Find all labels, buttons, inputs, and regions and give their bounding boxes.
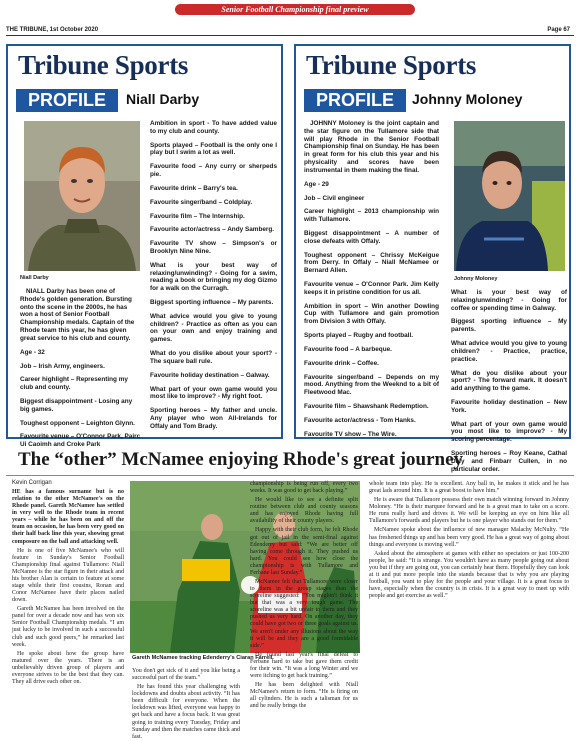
profile-intro: NIALL Darby has been one of Rhode's golden generation. Bursting onto the scene in the 2000s, he has won a host of Senior Football Championship medals. Captain of the Rhode team this year, he has given great service to his club and county.	[20, 288, 135, 342]
profile-item: Career highlight – 2013 championship win with Tullamore.	[304, 208, 439, 224]
profile-item: Favourite singer/band – Coldplay.	[150, 198, 253, 206]
header-rule	[6, 35, 574, 36]
profile-item: Biggest sporting influence – My parents.	[451, 318, 567, 334]
profile-item: What do you dislike about your sport? - The forward mark. It doesn't add anything to the game.	[451, 369, 567, 393]
profile-item: What part of your own game would you most like to improve? - My scoring percentage.	[451, 420, 567, 444]
profile-label: PROFILE	[304, 89, 406, 112]
article-paragraph: McNamee felt that Tullamore were closer to them in the group stages than the scoreline suggested: “You mightn't think it but that was a very tough game. The scoreline was a bit unfair to them and they pushed us very hard. On another day, they could have got two or three goals against us. We aren't under any illusions about the way it will be and they are a good formidable side.”	[250, 579, 358, 649]
profile-item: What is your best way of relaxing/unwinding? - Going for coffee or spending time in Galway.	[451, 289, 567, 312]
profile-title: Tribune Sports	[306, 50, 477, 80]
profile-item: Toughest opponent – Chrissy McKeigue from Derry. In Offaly – Niall McNamee or Bernard Allen.	[304, 251, 439, 275]
section-banner: Senior Football Championship final preview	[175, 4, 415, 15]
profile-item: What advice would you give to young children? - Practice, practice, practice.	[451, 340, 567, 363]
profile-item: Career highlight – Representing my club and county.	[20, 376, 128, 392]
article-paragraph: He spoke about how the group have matured over the years. There is an unbelievably driven group of players and everyone strives to be the best that they can. They all drive each other on.	[12, 650, 124, 686]
profile-item: Favourite singer/band – Depends on my mood. Anything from the Weeknd to a bit of Fleetwood Mac.	[304, 373, 439, 397]
profile-item: Favourite film – The Internship.	[150, 212, 245, 220]
profile-item: Age - 29	[304, 180, 329, 188]
photo-caption: Gareth McNamee tracking Edenderry's Ciaran Farrell.	[132, 655, 274, 661]
profile-item: Favourite holiday destination – New York.	[451, 398, 567, 414]
profile-item: Favourite food – A barbeque.	[304, 345, 392, 353]
article-paragraph: McNamee spoke about the influence of new manager Malachy McNulty. “He has freshened things up and has been very good. He has a great way of going about things and everyone is moving well.”	[369, 527, 569, 548]
profile-label: PROFILE	[16, 89, 118, 112]
article-column-2	[132, 668, 240, 740]
niall-darby-photo	[24, 121, 140, 271]
profile-column-1	[20, 288, 141, 455]
johnny-moloney-photo	[454, 121, 565, 271]
profile-intro: JOHNNY Moloney is the joint captain and the star figure on the Tullamore side that will play Rhode in the Senior Football Championship final on Sunday. He has been in great form for his club this year and his physicality and scores have been instrumental in them making the final.	[304, 120, 439, 174]
photo-caption: Johnny Moloney	[454, 276, 498, 282]
profile-column-2	[150, 120, 277, 437]
profile-item: Favourite TV show – The Wire.	[304, 430, 397, 438]
profile-item: Favourite actor/actress – Andy Samberg.	[150, 226, 275, 234]
article-column-1	[12, 489, 124, 729]
profile-item: Sports played – Rugby and football.	[304, 332, 414, 340]
article-column-4	[369, 481, 569, 730]
profile-item: What is your best way of relaxing/unwinding? - Going for a swim, reading a book or bringing my dog Gizmo for a walk on the Curragh.	[150, 261, 277, 293]
profile-item: Ambition in sport - To have added value to my club and county.	[150, 120, 277, 135]
profile-item: Favourite food – Any curry or sherpeds pie.	[150, 163, 277, 179]
article-paragraph: He has been delighted with Niall McNamee's return to form. “He is firing on all cylinders. He is such a talisman for us and he really brings the	[250, 682, 358, 710]
profile-item: Favourite drink – Barry's tea.	[150, 184, 238, 192]
profile-item: Job – Civil engineer	[304, 194, 365, 202]
article-paragraph: whole team into play. He is excellent. Any ball in, he makes it stick and he has great lads around him. It is a great boost to have him.”	[369, 481, 569, 495]
profile-item: What do you dislike about your sport? - The square ball rule.	[150, 350, 277, 365]
article-lead: HE has a famous surname but is no relation to the other McNamee's on the Rhode panel. Gareth McNamee has settled in very well to the Rhode team in recent years – while he has been on and off the team on occasion, he has been very good on their half back line this year, showing great composure on the ball and attacking well.	[12, 489, 124, 545]
article-column-3	[250, 481, 358, 730]
article-byline: Kevin Corrigan	[12, 480, 52, 486]
profile-item: Favourite venue – O'Connor Park. Jim Kelly keeps it in pristine condition for us all.	[304, 281, 439, 296]
profile-item: Favourite drink – Coffee.	[304, 359, 379, 367]
profile-title: Tribune Sports	[18, 50, 189, 80]
profile-box-right	[294, 44, 571, 473]
profile-item: Favourite TV show – Simpson's or Brooklyn Nine Nine.	[150, 240, 277, 255]
article-paragraph: Asked about the atmosphere at games with either no spectators or just 100-200 people, he said: “It is strange. You wouldn't have as many people going out about you but if they are going out, you can certainly hear them. Hopefully they can look at it and put more people into the stands because that is why you are playing football, you want to play for the people and your village. It is a great focus to have, especially when the country is in crisis. It is a great way to meet up with people and get exercise as well.”	[369, 550, 569, 600]
profile-name: Niall Darby	[126, 91, 200, 107]
profile-item: Favourite actor/actress - Tom Hanks.	[304, 416, 416, 424]
profile-item: Biggest sporting influence – My parents.	[150, 299, 274, 306]
profile-column-2	[451, 289, 567, 479]
headline-rule	[6, 475, 574, 476]
profile-item: Job – Irish Army, engineers.	[20, 362, 105, 370]
article-paragraph: Gareth McNamee has been involved on the panel for over a decade now and has won six Senior Football Championship medals. “I am just lucky to be involved in such a successful club and such good peers,” he remarked last week.	[12, 606, 124, 648]
article-paragraph: He has found this year challenging with lockdowns and doubts about activity. “It has been difficult for everyone. When the lockdown was lifted, everyone was happy to get back and have a focus back. It was great going to training every Tuesday, Friday and Sunday and then the matches came thick and fast.	[132, 684, 240, 740]
profile-item: Favourite holiday destination – Galway.	[150, 371, 270, 379]
article-paragraph: He is aware that Tullamore possess their own match winning forward in Johnny Moloney. “He is their marquee forward and he is a great man to take on a score. He runs really hard and drives it. We will be keeping an eye on him like all Tullamore's forwards and players but he is one player who stands out for them.”	[369, 497, 569, 525]
profile-item: Sporting heroes – Roy Keane, Cathal Daly and Finbarr Cullen, in no particular order.	[451, 450, 567, 473]
profile-item: Favourite film – Shawshank Redemption.	[304, 402, 429, 410]
article-paragraph: He is one of five McNamee's who will feature in Sunday's Senior Football Championship final against Tullamore: Niall McNamee is the star figure in their attack and his brother Alan is certain to feature at some stage while their first cousins, Ronan and Conor McNamee have their places nailed down.	[12, 547, 124, 604]
page-number: Page 67	[547, 27, 570, 33]
article-headline: The “other” McNamee enjoying Rhode's great journey	[18, 449, 464, 470]
article-paragraph: He would like to see a definite split routine between club and county seasons and has enjoyed Rhode having full availability of their county players.	[250, 497, 358, 525]
profile-item: Sporting heroes – My father and uncle. Any player who won All-Irelands for Offaly and Tom Brady.	[150, 407, 277, 430]
photo-caption: Niall Darby	[20, 275, 49, 281]
profile-box-left	[6, 44, 283, 449]
article-paragraph: Happy with their club form, he felt Rhode got out of jail in the semi-final against Edenderry but said: “We are better off having come through it. They pushed us hard. You could see how close the championship is with Tullamore and Ferbane last Sunday.”	[250, 527, 358, 576]
profile-item: Favourite venue – O'Connor Park, Pairc Ui Caoimh and Croke Park	[20, 433, 141, 449]
profile-item: Biggest disappointment – A number of close defeats with Offaly.	[304, 229, 439, 245]
article-paragraph: He found last year's final defeat to Ferbane hard to take but gave them credit for their win. “It was a long Winter and we were itching to get back training.”	[250, 651, 358, 680]
profile-name: Johnny Moloney	[412, 91, 523, 107]
article-paragraph: You don't get sick of it and you like being a successful part of the team.”	[132, 668, 240, 682]
article-paragraph: championship is being run off, every two weeks. It was good to get back playing.”	[250, 481, 358, 495]
paper-date: THE TRIBUNE, 1st October 2020	[6, 27, 99, 33]
profile-item: What part of your own game would you most like to improve? - My right foot.	[150, 385, 277, 401]
profile-item: Biggest disappointment - Losing any big games.	[20, 397, 133, 413]
profile-item: Ambition in sport – Win another Dowling Cup with Tullamore and gain promotion from Division 3 with Offaly.	[304, 302, 439, 326]
profile-item: Age - 32	[20, 348, 45, 356]
profile-item: What advice would you give to young children? - Practice as often as you can on your own and enjoy training and games.	[150, 312, 277, 344]
profile-item: Sports played – Football is the only one I play but I swim a lot as well.	[150, 141, 277, 157]
profile-column-1	[304, 120, 439, 444]
profile-item: Toughest opponent – Leighton Glynn.	[20, 419, 135, 427]
